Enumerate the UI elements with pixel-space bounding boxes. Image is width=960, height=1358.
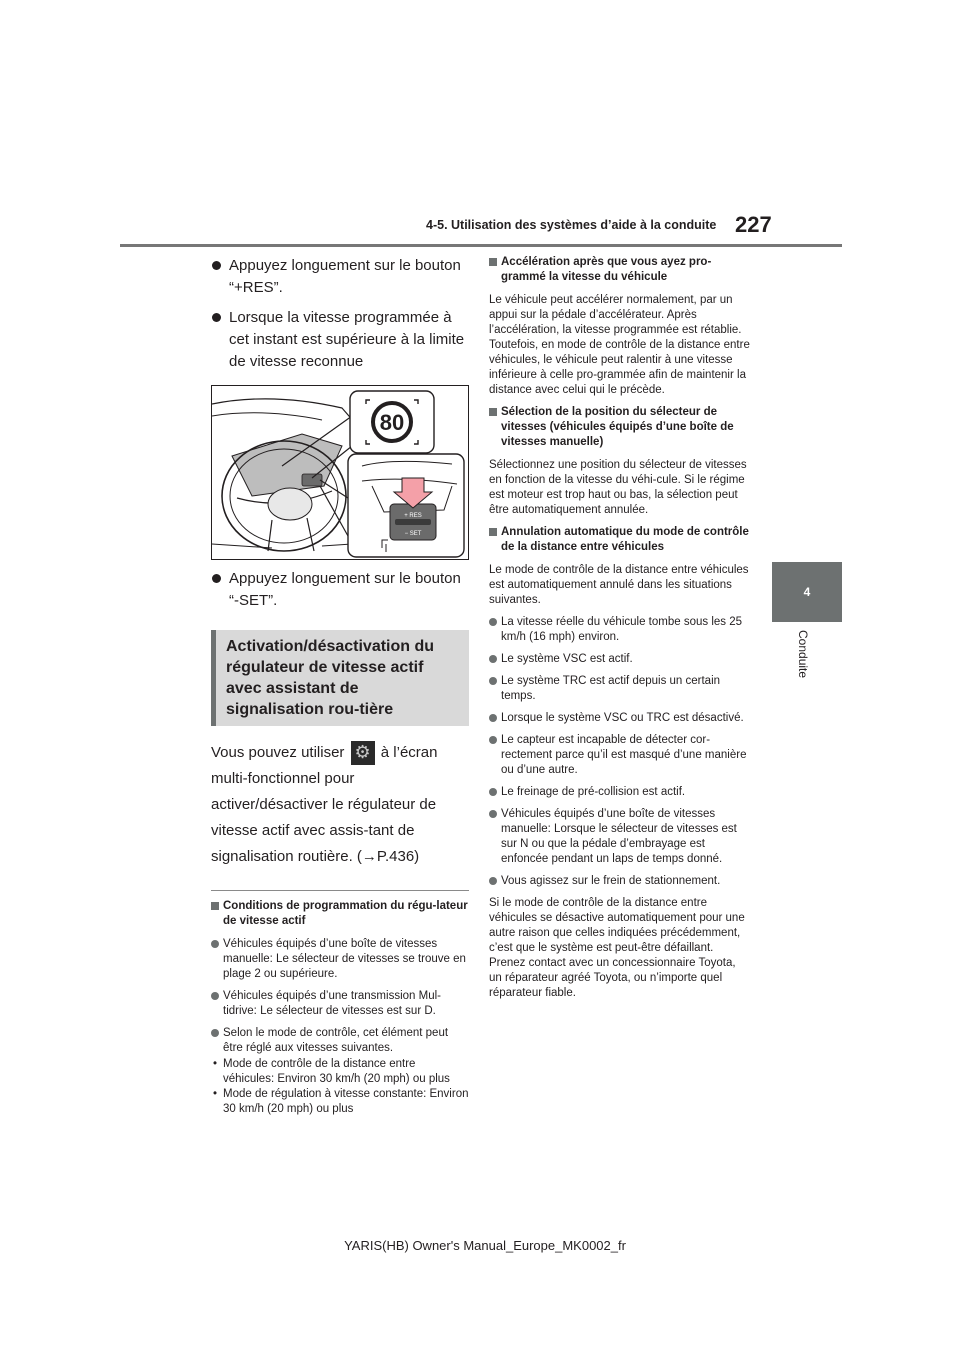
intro-before: Vous pouvez utiliser xyxy=(211,744,345,761)
cancel-trc-active: Le système TRC est actif depuis un certain temps. xyxy=(489,674,751,704)
section-title: Activation/désactivation du régulateur de vitesse actif avec assistant de signalisation rou-tière xyxy=(226,638,435,718)
cancel-vsc-active: Le système VSC est actif. xyxy=(489,652,751,667)
paragraph-auto-cancel: Le mode de contrôle de la distance entre véhicules est automatiquement annulé dans les situations suivantes. xyxy=(489,564,749,606)
sub-heading-gear-selection: Sélection de la position du sélecteur de vitesses (véhicules équipés d’une boîte de vitesses manuelle) xyxy=(489,405,751,450)
page-footer: YARIS(HB) Owner's Manual_Europe_MK0002_fr xyxy=(344,1238,626,1253)
note-control-mode: Selon le mode de contrôle, cet élément peut être réglé aux vitesses suivantes. xyxy=(211,1026,469,1056)
chapter-tab[interactable]: 4 xyxy=(772,562,842,622)
section-heading-box xyxy=(211,630,469,726)
cancel-manual-neutral: Véhicules équipés d’une boîte de vitesses manuelle: Lorsque le sélecteur de vitesses est sur N ou que la pédale d’embrayage est enfoncée pendant un laps de temps donné. xyxy=(489,807,751,867)
speed-list xyxy=(211,1057,469,1117)
steering-wheel-illustration xyxy=(212,386,469,560)
road-sign-value: 80 xyxy=(379,410,405,435)
intro-paragraph xyxy=(211,740,469,870)
list-item: • Mode de régulation à vitesse constante: Environ 30 km/h (20 mph) ou plus xyxy=(211,1087,469,1117)
paragraph-acceleration: Le véhicule peut accélérer normalement, par un appui sur la pédale d’accélérateur. Après l’accélération, la vitesse programmée est rétablie. Toutefois, en mode de contrôle de la distance entre véhicules, le véhicule peut ralentir à une vitesse inférieure à celle pro-grammée afin de maintenir la distance avec celui qui le précède. xyxy=(489,294,750,396)
cancel-sensor-blocked: Le capteur est incapable de détecter cor-rectement parce qu’il est masqué d’une manière ou d’une autre. xyxy=(489,733,751,778)
bullet-speed-higher: Lorsque la vitesse programmée à cet instant est supérieure à la limite de vitesse reconnue xyxy=(211,307,469,373)
bullet-hold-set: Appuyez longuement sur le bouton “-SET”. xyxy=(211,568,469,612)
left-column xyxy=(211,255,469,1124)
cancel-speed-drop: La vitesse réelle du véhicule tombe sous les 25 km/h (16 mph) environ. xyxy=(489,615,751,645)
chapter-tab-label: Conduite xyxy=(796,630,810,679)
switch-minus-label: − SET xyxy=(404,531,422,537)
note-manual-gearbox: Véhicules équipés d’une boîte de vitesses manuelle: Le sélecteur de vitesses se trouve en plage 2 ou supérieure. xyxy=(211,937,469,982)
sub-heading-auto-cancel: Annulation automatique du mode de contrôle de la distance entre véhicules xyxy=(489,525,751,555)
sub-heading-conditions: Conditions de programmation du régu-lateur de vitesse actif xyxy=(211,899,469,929)
page-number: 227 xyxy=(735,212,772,237)
switch-plus-label: + RES xyxy=(404,513,422,519)
paragraph-malfunction: Si le mode de contrôle de la distance entre véhicules se désactive automatiquement pour une autre raison que celles indiquées précédemment, c’est que le système est peut-être défaillant. Prenez contact avec un concessionnaire Toyota, un réparateur agréé Toyota, ou n’importe quel réparateur fiable. xyxy=(489,897,745,999)
bullet-hold-res: Appuyez longuement sur le bouton “+RES”. xyxy=(211,255,469,299)
steering-wheel-figure xyxy=(211,385,469,560)
cancel-vsc-trc-off: Lorsque le système VSC ou TRC est désactivé. xyxy=(489,711,751,726)
sub-heading-acceleration: Accélération après que vous ayez pro-grammé la vitesse du véhicule xyxy=(489,255,751,285)
right-column xyxy=(489,255,751,1008)
intro-after: à l’écran multi-fonctionnel pour activer/désactiver le régulateur de vitesse actif avec assis-tant de signalisation routière. (→P.436) xyxy=(211,744,438,865)
cancel-pre-collision: Le freinage de pré-collision est actif. xyxy=(489,785,751,800)
note-multidrive: Véhicules équipés d’une transmission Mul-tidrive: Le sélecteur de vitesses est sur D. xyxy=(211,989,469,1019)
page-header-section: 4-5. Utilisation des systèmes d’aide à la conduite xyxy=(426,218,717,232)
notes-rule xyxy=(211,890,469,891)
cancel-parking-brake: Vous agissez sur le frein de stationnement. xyxy=(489,874,751,889)
list-item: • Mode de contrôle de la distance entre véhicules: Environ 30 km/h (20 mph) ou plus xyxy=(211,1057,469,1087)
header-rule xyxy=(120,244,842,247)
settings-gear-icon xyxy=(351,741,375,765)
paragraph-gear-selection: Sélectionnez une position du sélecteur de vitesses en fonction de la vitesse du véhi-cule. Si le régime est moteur est trop haut ou bas, la sélection peut être automatiquement annulée. xyxy=(489,459,747,516)
